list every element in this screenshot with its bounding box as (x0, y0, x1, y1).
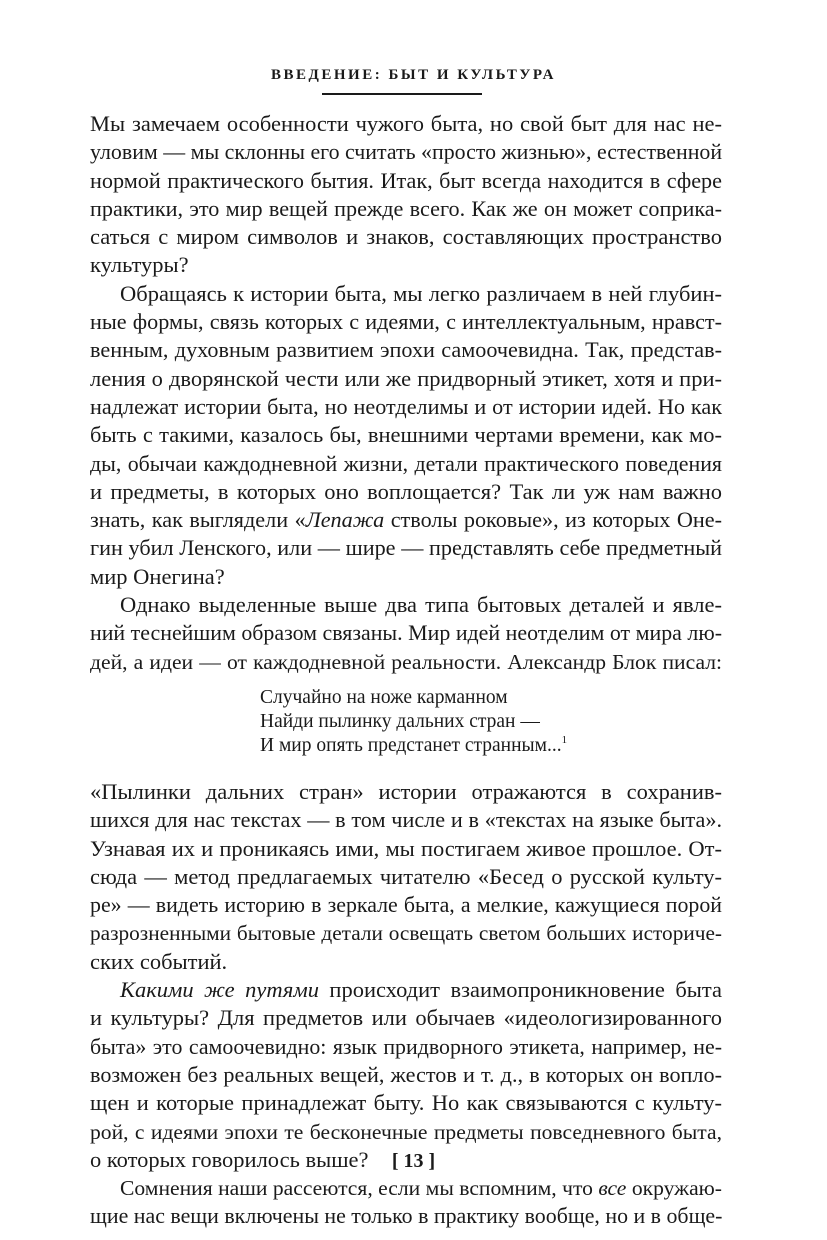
text-line: Однако выделенные выше два типа бытовых деталей и явле- (120, 592, 722, 618)
italic-name: Лепажа (305, 507, 385, 533)
verse-line (260, 734, 722, 758)
text-line: гин убил Ленского, или — шире — представлять себе предметный (90, 535, 722, 561)
text-fragment: происходит взаимопроникновение быта (318, 977, 722, 1003)
text-line: венным, духовным развитием эпохи самоочевидна. Так, представ- (90, 337, 722, 363)
verse-line: Случайно на ноже карманном (260, 686, 508, 708)
text-line (90, 1174, 722, 1202)
text-line: саться с миром символов и знаков, составляющих пространство (90, 224, 722, 250)
text-line: возможен без реальных вещей, жестов и т. д., в которых он вопло- (90, 1061, 722, 1087)
text-line: Обращаясь к истории быта, мы легко различаем в ней глубин- (120, 280, 722, 306)
text-line: мир Онегина? (90, 563, 225, 589)
text-line: Мы замечаем особенности чужого быта, но свой быт для нас не- (90, 111, 722, 136)
running-head: ВВЕДЕНИЕ: БЫТ И КУЛЬТУРА (271, 67, 556, 83)
text-line: ные формы, связь которых с идеями, с интеллектуальным, нравст- (90, 309, 722, 335)
text-fragment: Сомнения наши рассеются, если мы вспомним, что (120, 1176, 599, 1201)
footnote-mark: 1 (561, 733, 568, 746)
text-line: ских событий. (90, 948, 228, 974)
paragraph-2 (90, 280, 722, 591)
paragraph-4 (90, 778, 722, 976)
text-line: сюда — метод предлагаемых читателю «Бесед о русской культу- (90, 863, 722, 889)
body-text (90, 110, 722, 1231)
text-line: разрозненными бытовые детали освещать светом больших историче- (90, 921, 722, 946)
text-fragment: окружаю- (626, 1176, 722, 1201)
paragraph-3 (90, 591, 722, 676)
text-line: быта» это самоочевидно: язык придворного этикета, например, не- (90, 1033, 722, 1059)
text-line: щен и которые принадлежат быту. Но как связываются с культу- (90, 1090, 722, 1116)
text-line: быть с такими, казалось бы, внешними чертами времени, как мо- (90, 422, 722, 448)
text-line: культуры? (90, 252, 189, 278)
text-line: шихся для нас текстах — в том числе и в «текстах на языке быта». (90, 807, 722, 833)
header-rule (322, 93, 482, 95)
verse-text: И мир опять предстанет странным... (260, 734, 562, 756)
text-line: уловим — мы склонны его считать «просто жизнью», естественной (90, 139, 723, 165)
text-line: нормой практического бытия. Итак, быт всегда находится в сфере (90, 167, 722, 193)
italic-phrase: Какими же путями (120, 977, 319, 1003)
text-fragment: стволы роковые», из которых Оне- (384, 507, 723, 533)
text-line (90, 976, 722, 1004)
page-number: [ 13 ] (391, 1150, 436, 1172)
text-line: рой, с идеями эпохи те бесконечные предметы повседневного быта, (90, 1119, 722, 1144)
text-line: ления о дворянской чести или же придворный этикет, хотя и при- (90, 365, 722, 391)
text-line: ды, обычаи каждодневной жизни, детали практического поведения (90, 450, 722, 476)
text-line: и культуры? Для предметов или обычаев «идеологизированного (90, 1005, 722, 1031)
text-line: и предметы, в которых оно воплощается? Так ли уж нам важно (90, 478, 722, 504)
text-line: Узнавая их и проникаясь ими, мы постигаем живое прошлое. От- (90, 835, 722, 861)
text-line: практики, это мир вещей прежде всего. Как же он может соприка- (90, 195, 722, 221)
text-line (90, 506, 722, 534)
text-line: ре» — видеть историю в зеркале быта, а мелкие, кажущиеся порой (90, 892, 722, 918)
text-line: щие нас вещи включены не только в практику вообще, но и в обще- (90, 1203, 723, 1229)
text-line: о которых говорилось выше? (90, 1146, 369, 1172)
text-line: ний теснейшим образом связаны. Мир идей неотделим от мира лю- (90, 620, 722, 646)
text-line: дей, а идеи — от каждодневной реальности. Александр Блок писал: (90, 649, 722, 674)
italic-word: все (598, 1176, 627, 1201)
paragraph-1 (90, 110, 722, 280)
verse-quote (260, 686, 722, 758)
text-fragment: знать, как выглядели « (90, 507, 306, 533)
text-line: надлежат истории быта, но неотделимы и от истории идей. Но как (90, 393, 722, 419)
text-line: «Пылинки дальних стран» истории отражаются в сохранив- (90, 778, 722, 804)
paragraph-6 (90, 1174, 722, 1231)
verse-line: Найди пылинку дальних стран — (260, 710, 540, 732)
paragraph-5 (90, 976, 722, 1174)
